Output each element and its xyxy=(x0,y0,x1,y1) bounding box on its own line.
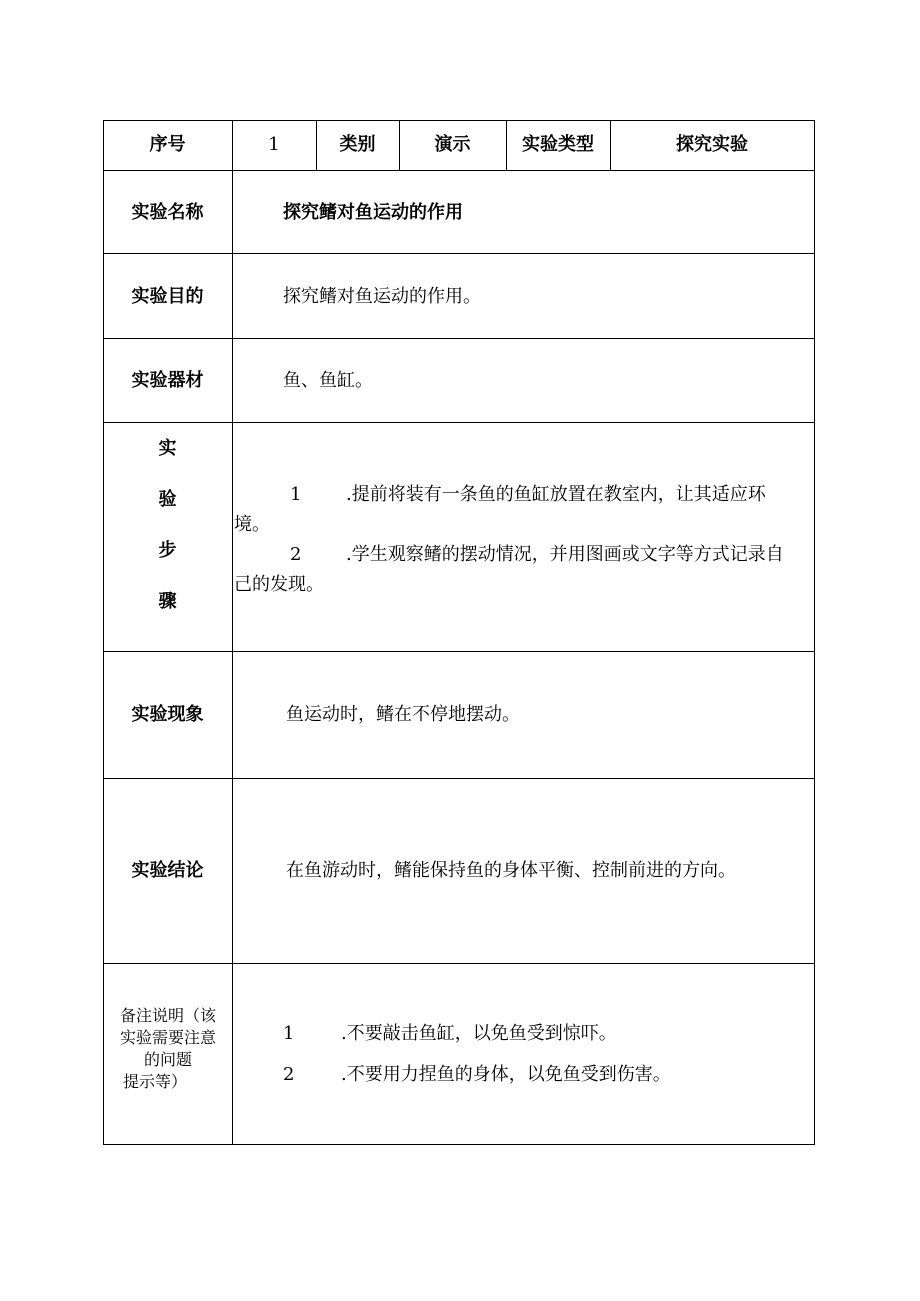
row-divider xyxy=(103,963,815,964)
phenomenon-label: 实验现象 xyxy=(131,704,204,725)
category-label: 类别 xyxy=(339,134,376,155)
materials-label: 实验器材 xyxy=(131,370,204,391)
purpose-value: 探究鳍对鱼运动的作用。 xyxy=(283,286,481,307)
table-border-bottom xyxy=(103,1144,815,1145)
note-text: .不要用力捏鱼的身体，以免鱼受到伤害。 xyxy=(341,1064,671,1085)
row-divider xyxy=(103,253,815,254)
step-item xyxy=(234,540,800,600)
conclusion-value: 在鱼游动时，鳍能保持鱼的身体平衡、控制前进的方向。 xyxy=(286,860,736,881)
notes-label-line: 的问题 xyxy=(143,1050,192,1069)
row-divider xyxy=(103,651,815,652)
purpose-label: 实验目的 xyxy=(131,286,204,307)
note-number: 1 xyxy=(283,1023,295,1044)
type-value: 探究实验 xyxy=(676,134,748,155)
steps-label-char: 验 xyxy=(158,489,177,510)
note-text: .不要敲击鱼缸，以免鱼受到惊吓。 xyxy=(341,1023,617,1044)
step-number: 1 xyxy=(290,484,302,505)
type-label: 实验类型 xyxy=(522,134,594,155)
step-text: .学生观察鳍的摆动情况，并用图画或文字等方式记录自己的发现。 xyxy=(234,544,784,595)
row-divider xyxy=(103,778,815,779)
step-text: .提前将装有一条鱼的鱼缸放置在教室内，让其适应环境。 xyxy=(234,484,766,535)
phenomenon-value: 鱼运动时，鳍在不停地摆动。 xyxy=(286,704,520,725)
label-column-divider xyxy=(232,120,233,1145)
table-border-top xyxy=(103,120,815,121)
name-value: 探究鳍对鱼运动的作用 xyxy=(283,202,463,223)
table-border-left xyxy=(103,120,104,1145)
seq-label: 序号 xyxy=(149,134,186,155)
name-label: 实验名称 xyxy=(131,202,204,223)
step-item xyxy=(234,480,800,540)
experiment-record-table xyxy=(103,120,815,1145)
table-border-right xyxy=(814,120,815,1145)
row-divider xyxy=(103,338,815,339)
conclusion-label: 实验结论 xyxy=(131,860,204,881)
notes-label xyxy=(105,1005,231,1093)
notes-label-line: 实验需要注意 xyxy=(119,1028,216,1047)
steps-label-char: 步 xyxy=(158,540,177,561)
steps-list xyxy=(234,480,800,600)
step-number: 2 xyxy=(290,544,302,565)
row-divider xyxy=(103,170,815,171)
category-value: 演示 xyxy=(434,134,471,155)
note-number: 2 xyxy=(283,1064,295,1085)
steps-label-char: 骤 xyxy=(158,591,177,612)
notes-label-line: 提示等） xyxy=(123,1072,188,1091)
materials-value: 鱼、鱼缸。 xyxy=(283,370,373,391)
notes-label-line: 备注说明（该 xyxy=(119,1006,216,1025)
steps-label-char: 实 xyxy=(158,438,177,459)
seq-value: 1 xyxy=(268,134,280,155)
row-divider xyxy=(103,422,815,423)
